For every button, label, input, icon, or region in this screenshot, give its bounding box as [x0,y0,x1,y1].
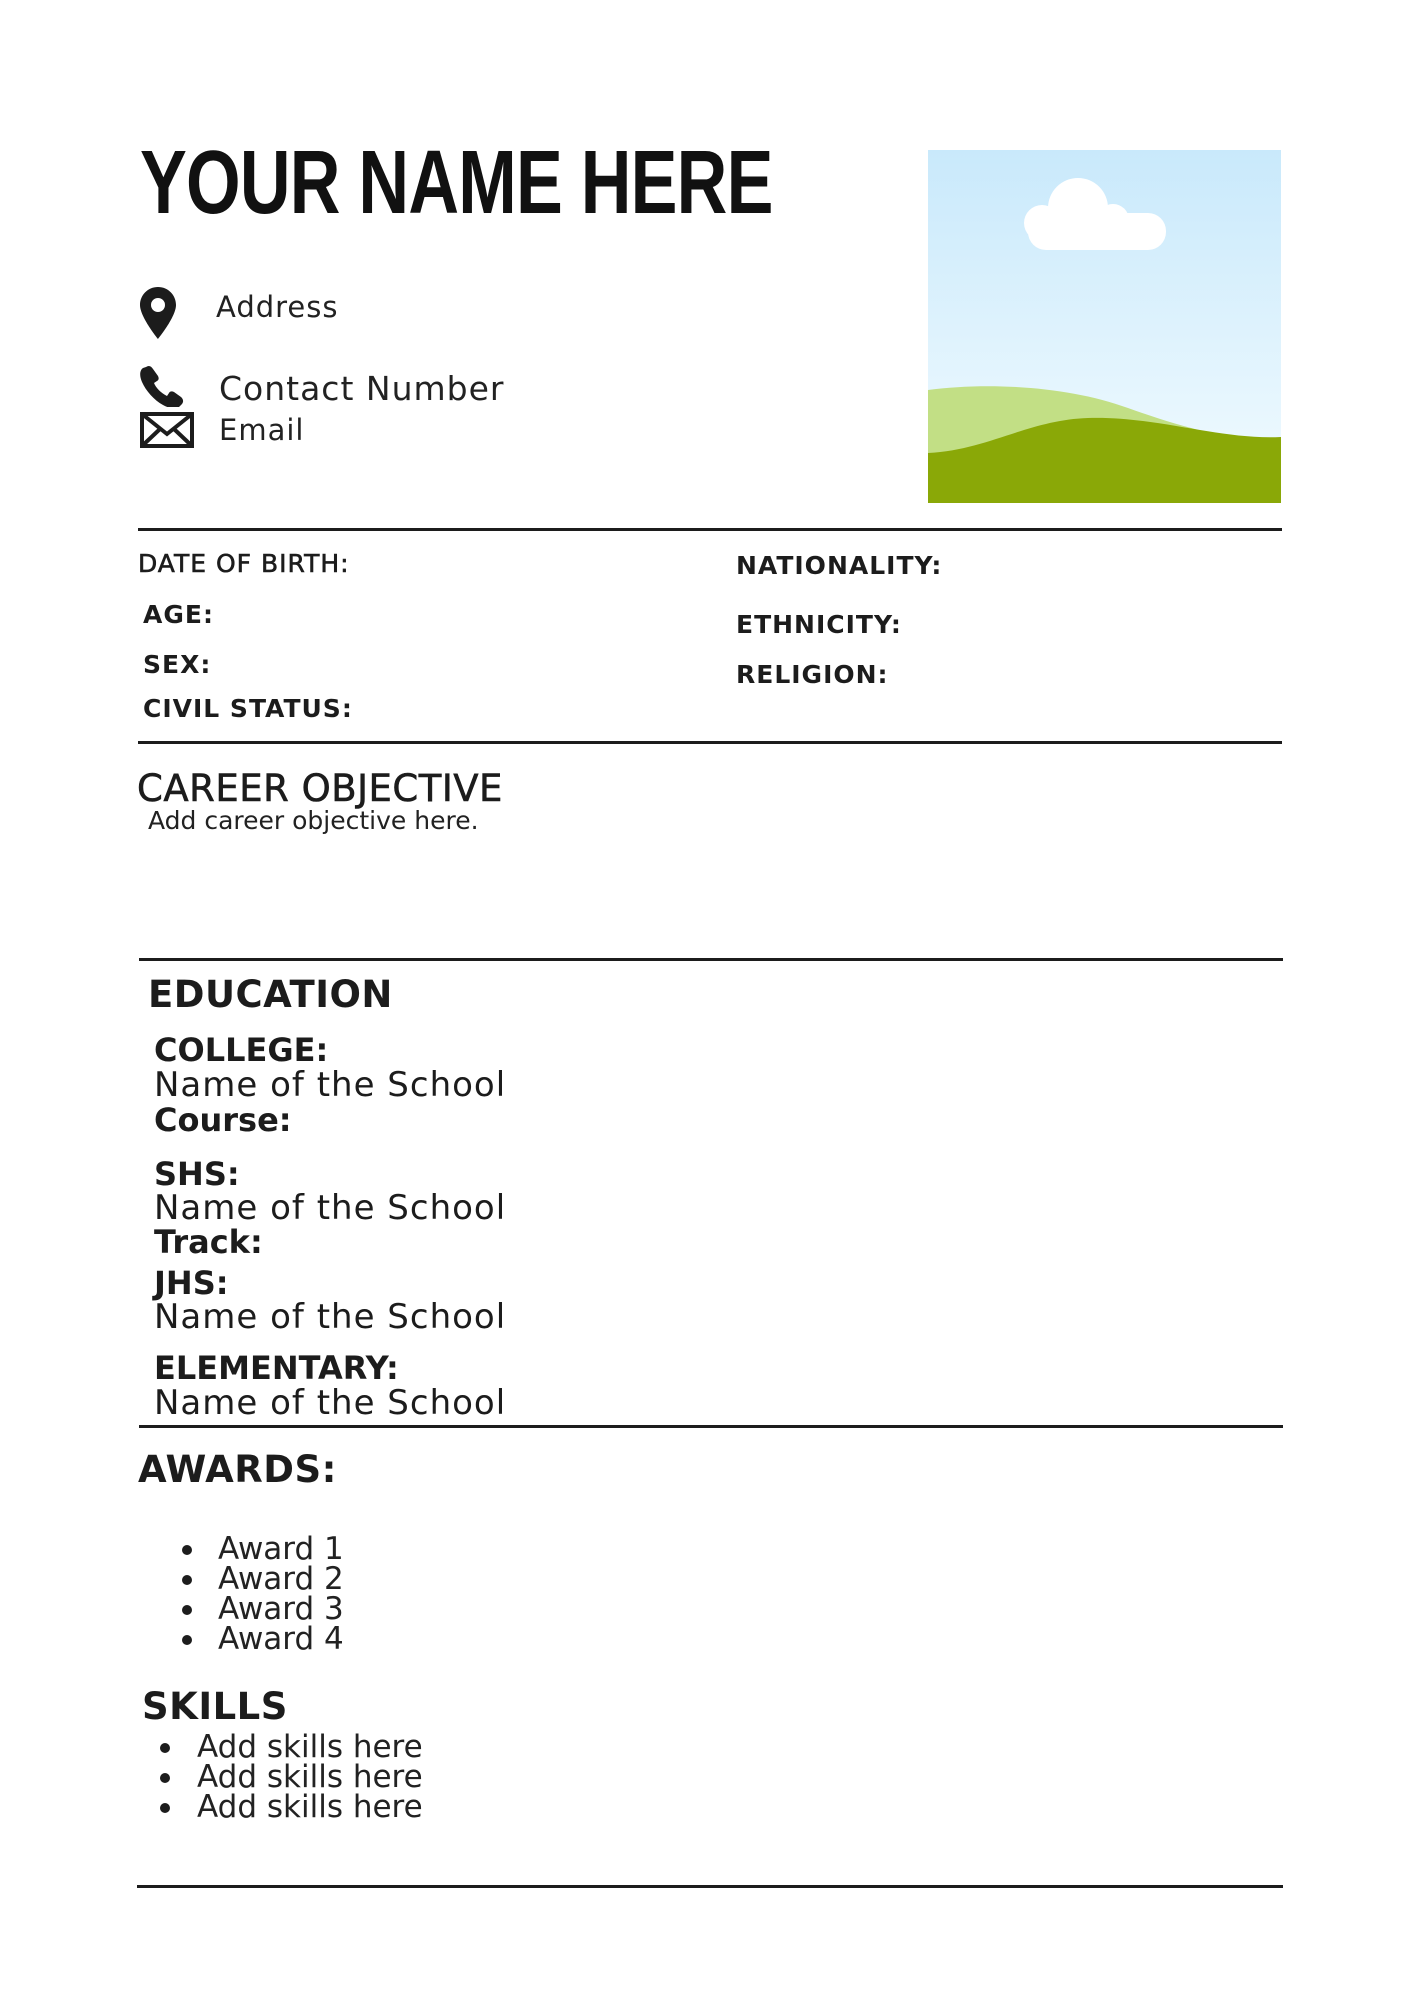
profile-photo [928,150,1281,503]
sex-label: SEX: [143,650,212,679]
shs-label: SHS: [154,1155,240,1193]
jhs-label: JHS: [154,1264,229,1302]
awards-heading: AWARDS: [138,1448,337,1491]
age-label: AGE: [143,600,214,629]
map-pin-icon [140,287,176,339]
phone-icon [140,365,186,407]
divider [139,1425,1283,1428]
list-item: Award 2 [182,1564,344,1594]
skills-list [160,1729,423,1825]
list-item: Award 4 [182,1624,344,1654]
ethnicity-label: ETHNICITY: [736,610,902,639]
email-text: Email [219,413,305,447]
college-school-text: Name of the School [154,1065,507,1105]
elementary-school-text: Name of the School [154,1383,507,1423]
date-of-birth-label: DATE OF BIRTH: [138,549,350,578]
divider [138,528,1282,531]
address-text: Address [216,290,339,324]
religion-label: RELIGION: [736,660,889,689]
resume-name: YOUR NAME HERE [140,133,773,233]
civil-status-label: CIVIL STATUS: [143,694,353,723]
divider [138,741,1282,744]
career-objective-heading: CAREER OBJECTIVE [137,767,503,810]
list-item: Add skills here [160,1732,423,1762]
track-label: Track: [154,1223,263,1261]
career-objective-text: Add career objective here. [148,806,479,835]
awards-list [182,1531,344,1657]
nationality-label: NATIONALITY: [736,551,943,580]
divider [139,958,1283,961]
divider [137,1885,1283,1888]
list-item: Add skills here [160,1792,423,1822]
list-item: Award 3 [182,1594,344,1624]
shs-school-text: Name of the School [154,1188,507,1228]
elementary-label: ELEMENTARY: [154,1349,399,1387]
envelope-icon [140,412,194,448]
course-label: Course: [154,1101,292,1139]
list-item: Add skills here [160,1762,423,1792]
education-heading: EDUCATION [148,973,393,1016]
college-label: COLLEGE: [154,1031,329,1069]
skills-heading: SKILLS [142,1685,288,1728]
list-item: Award 1 [182,1534,344,1564]
landscape-image-icon [928,150,1281,503]
jhs-school-text: Name of the School [154,1297,507,1337]
contact-number-text: Contact Number [219,369,505,408]
